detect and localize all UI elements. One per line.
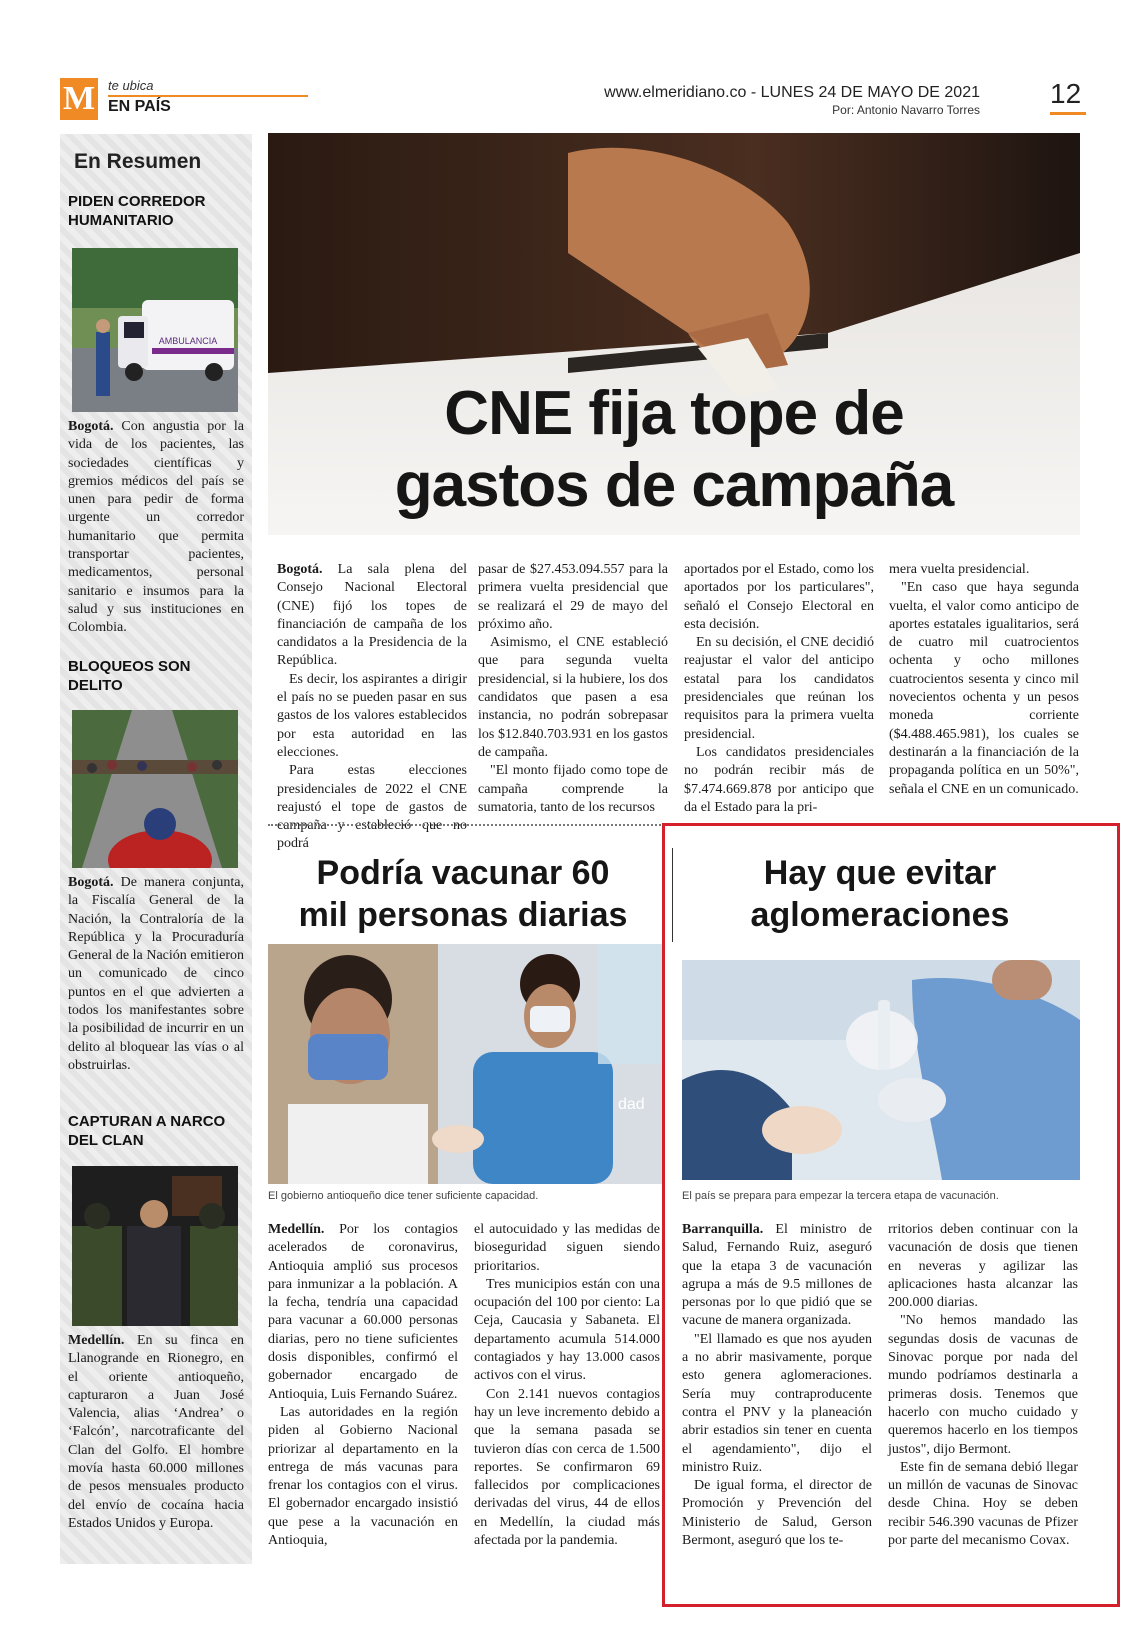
ambulance-photo bbox=[72, 248, 238, 412]
story2-caption: El gobierno antioqueño dice tener suficiente capacidad. bbox=[268, 1190, 539, 1202]
paragraph: Los candidatos presidenciales no podrán recibir más de $7.474.669.878 por anticipo que da el Estado para la pri- bbox=[684, 744, 874, 815]
paragraph: mera vuelta presidencial. bbox=[889, 562, 1030, 577]
paragraph: pasar de $27.453.094.557 para la primera vuelta presidencial que se realizará el 29 de mayo del próximo año. bbox=[478, 562, 668, 632]
column-rule bbox=[672, 848, 673, 942]
main-headline-line1: CNE fija tope de bbox=[444, 379, 904, 448]
section-kicker: te ubica bbox=[108, 78, 154, 93]
header-accent-line bbox=[108, 95, 308, 97]
svg-text:dad: dad bbox=[618, 1096, 645, 1113]
dateline: www.elmeridiano.co - LUNES 24 DE MAYO DE 2021 bbox=[604, 84, 980, 101]
main-story-column-2 bbox=[478, 561, 668, 817]
sidebar-headline: BLOQUEOS SON DELITO bbox=[68, 658, 191, 694]
story2-column-1 bbox=[268, 1221, 458, 1550]
arrest-photo bbox=[72, 1166, 238, 1326]
sidebar-title: En Resumen bbox=[74, 150, 202, 173]
paragraph bbox=[268, 1221, 458, 1404]
sidebar-item-text bbox=[68, 874, 244, 1075]
paragraph: "El monto fijado como tope de campaña comprende la sumatoria, tanto de los recursos bbox=[478, 763, 668, 815]
story2-headline bbox=[268, 852, 658, 936]
story2-column-2 bbox=[474, 1221, 660, 1581]
story3-column-2 bbox=[888, 1221, 1078, 1550]
paragraph: "En caso que haya segunda vuelta, el valor como anticipo de aportes estatales igualitarios, será de cuatro mil cuatrocientos ochenta y ocho millones cuatrocientos sesenta y cinco mil novecientos ochenta y un pesos moneda corriente ($4.488.465.981), los cuales se destinarán a la financiación de la propaganda política en un 50%", señala el CNE en un comunicado. bbox=[889, 580, 1079, 797]
paragraph: el autocuidado y las medidas de bioseguridad siguen siendo prioritarios. bbox=[474, 1222, 660, 1274]
paragraph: Asimismo, el CNE estableció que para segunda vuelta presidencial, si la hubiere, los dos candidatos que pasen a esa instancia, no podrán sobrepasar los $12.840.703.931 en los gastos de campaña. bbox=[478, 635, 668, 760]
sidebar-item-text bbox=[68, 418, 244, 638]
paragraph: "No hemos mandado las segundas dosis de vacunas de Sinovac porque por nada del mundo podríamos destinarla a primeras dosis. Tenemos que hacerlo con mucho cuidado y queremos hacerlo en los tiempos justos", dijo Bermont. bbox=[888, 1313, 1078, 1457]
dateline-city: Bogotá. bbox=[68, 875, 114, 890]
roadblock-photo bbox=[72, 710, 238, 868]
vaccination-photo bbox=[268, 944, 664, 1184]
paragraph: Con 2.141 nuevos contagios hay un leve incremento debido a que la semana pasada se tuvieron días con cerca de 1.500 reportes. Se confirmaron 69 fallecidos por complicaciones derivadas del virus, 44 de ellos en Medellín, la ciudad más afectada por la pandemia. bbox=[474, 1386, 660, 1549]
sidebar-item-body: De manera conjunta, la Fiscalía General de la Nación, la Contraloría de la República y la Procuraduría General de la Nación emitieron un comunicado de cinco puntos en el que advierten a todos los manifestantes sobre la posibilidad de incurrir en un delito al bloquear las vías o al obstruirlas. bbox=[68, 875, 244, 1073]
dateline-city: Bogotá. bbox=[68, 419, 114, 434]
main-story-column-4 bbox=[889, 561, 1079, 799]
paragraph bbox=[277, 561, 467, 671]
paragraph: rritorios deben continuar con la vacunación de dosis que tienen en neveras y agilizar las aplicaciones hasta alcanzar las 200.000 diarias. bbox=[888, 1222, 1078, 1311]
story2-headline-line1: Podría vacunar 60 bbox=[316, 854, 610, 892]
paragraph: Las autoridades en la región piden al Gobierno Nacional priorizar al departamento en la entrega de más vacunas para frenar los contagios con el virus. El gobernador encargado insistió que pese a la vacunación en Antioquia, bbox=[268, 1404, 458, 1549]
paragraph: Este fin de semana debió llegar un millón de vacunas de Sinovac desde China. Hoy se deben recibir 546.390 vacunas de Pfizer por parte del mecanismo Covax. bbox=[888, 1459, 1078, 1549]
sidebar-item-body: Con angustia por la vida de los pacientes, las sociedades científicas y gremios médicos del país se unen para pedir de forma urgente un corredor humanitario que permita transportar pacientes, medicamentos, personal sanitario e insumos para la salud y sus instituciones en Colombia. bbox=[68, 419, 244, 636]
story3-headline-line2: aglomeraciones bbox=[750, 896, 1010, 934]
sidebar-item-text bbox=[68, 1332, 244, 1533]
paragraph: Es decir, los aspirantes a dirigir el país no se pueden pasar en sus gastos de los valores establecidos por esta autoridad en las elecciones. bbox=[277, 671, 467, 760]
story3-headline-line1: Hay que evitar bbox=[763, 854, 997, 892]
dateline-city: Medellín. bbox=[268, 1222, 325, 1237]
paragraph: De igual forma, el director de Promoción y Prevención del Ministerio de Salud, Gerson Bermont, aseguró que los te- bbox=[682, 1478, 872, 1549]
paragraph: En su decisión, el CNE decidió reajustar el valor del anticipo estatal para los candidatos presidenciales que reúnan los requisitos para la primera vuelta presidencial. bbox=[684, 635, 874, 742]
story2-headline-line2: mil personas diarias bbox=[298, 896, 628, 934]
dateline-city: Barranquilla. bbox=[682, 1222, 764, 1237]
dateline-city: Medellín. bbox=[68, 1333, 125, 1348]
paragraph: "El llamado es que nos ayuden a no abrir masivamente, porque esto genera aglomeraciones. Sería muy contraproducente contra el PNV y la planeación abrir estadios sin tener en cuenta el agendamiento", dijo el ministro Ruiz. bbox=[682, 1331, 872, 1475]
author-credit: Por: Antonio Navarro Torres bbox=[832, 103, 980, 117]
story3-headline bbox=[680, 852, 1080, 936]
newspaper-logo: M bbox=[60, 78, 98, 120]
page-number-underline bbox=[1050, 112, 1086, 115]
paragraph: Para estas elecciones presidenciales de 2022 el CNE reajustó el tope de gastos de campaña y estableció que no podrá bbox=[277, 763, 467, 852]
main-story-column-3 bbox=[684, 561, 874, 817]
paragraph bbox=[682, 1221, 872, 1331]
sidebar-headline: CAPTURAN A NARCO DEL CLAN bbox=[68, 1113, 226, 1149]
svg-text:AMBULANCIA: AMBULANCIA bbox=[158, 336, 218, 346]
paragraph-text: Por los contagios acelerados de coronavirus, Antioquia amplió sus procesos para inmunizar a la población. A la fecha, tendría una capacidad para vacunar a 60.000 personas diarias, pero no tiene suficientes dosis disponibles, confirmó el gobernador encargado de Antioquia, Luis Fernando Suárez. bbox=[268, 1222, 458, 1402]
paragraph-text: La sala plena del Consejo Nacional Electoral (CNE) fijó los topes de financiación de campaña de los candidatos a la Presidencia de la República. bbox=[277, 562, 467, 669]
paragraph: aportados por el Estado, como los aportados por los particulares", señaló el Consejo Electoral en esta decisión. bbox=[684, 562, 874, 632]
section-name: EN PAÍS bbox=[108, 98, 171, 115]
main-headline-line2: gastos de campaña bbox=[394, 451, 954, 520]
paragraph: Tres municipios están con una ocupación del 100 por ciento: La Ceja, Caucasia y Sabaneta. El departamento acumula 514.000 contagiados y hay 13.000 casos activos con el virus. bbox=[474, 1276, 660, 1384]
story3-column-1 bbox=[682, 1221, 872, 1550]
vaccine-vial-photo bbox=[682, 960, 1080, 1180]
story3-caption: El país se prepara para empezar la tercera etapa de vacunación. bbox=[682, 1190, 999, 1202]
main-headline bbox=[268, 378, 1080, 522]
sidebar-headline: PIDEN CORREDOR HUMANITARIO bbox=[68, 193, 206, 229]
main-story-column-1 bbox=[277, 561, 467, 854]
page-number: 12 bbox=[1050, 78, 1082, 109]
dateline-city: Bogotá. bbox=[277, 562, 323, 577]
paragraph-text: El ministro de Salud, Fernando Ruiz, aseguró que la etapa 3 de vacunación agrupa a más de 9.5 millones de personas por lo que pidió que se vacune de manera organizada. bbox=[682, 1222, 872, 1329]
sidebar-item-body: En su finca en Llanogrande en Rionegro, en el oriente antioqueño, capturaron a Juan José Valencia, alias ‘Andrea’ o ‘Falcón’, narcotraficante del Clan del Golfo. El hombre movía hasta 60.000 millones de pesos mensuales producto del envío de cocaína hacia Estados Unidos y Europa. bbox=[68, 1333, 244, 1531]
